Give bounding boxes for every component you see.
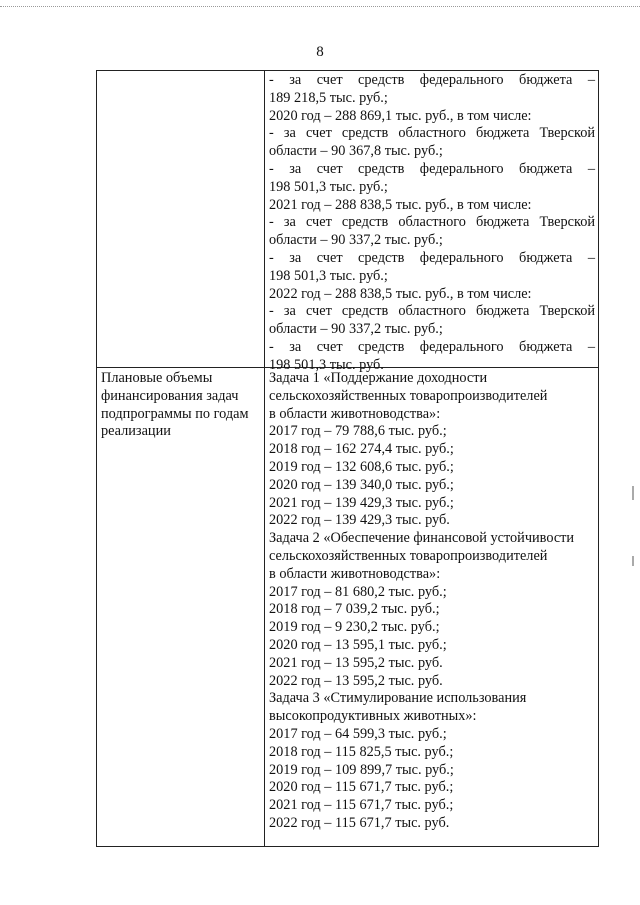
text-line: финансирования задач [101,387,239,404]
text-line: в области животноводства»: [269,565,441,582]
text-line: 2020 год – 288 869,1 тыс. руб., в том числе: [269,107,532,124]
text-line: сельскохозяйственных товаропроизводителей [269,547,548,564]
scan-edge-artifact [0,6,640,11]
text-line: 2017 год – 81 680,2 тыс. руб.; [269,583,447,600]
text-line: 2018 год – 7 039,2 тыс. руб.; [269,601,440,618]
text-line: - за счет средств областного бюджета Тверской [269,214,595,231]
scan-mark [632,556,634,566]
column-divider [264,70,265,847]
text-line: 2018 год – 162 274,4 тыс. руб.; [269,441,454,458]
federal-funding-cell [269,72,595,375]
text-line: 198 501,3 тыс. руб. [269,356,384,373]
text-line: 2017 год – 79 788,6 тыс. руб.; [269,423,447,440]
text-line: 2019 год – 132 608,6 тыс. руб.; [269,458,454,475]
page-number: 8 [316,44,324,60]
text-line: 198 501,3 тыс. руб.; [269,178,388,195]
text-line: 2022 год – 288 838,5 тыс. руб., в том числе: [269,285,532,302]
text-line: - за счет средств федерального бюджета – [269,338,595,355]
text-line: - за счет средств областного бюджета Тверской [269,303,595,320]
text-line: Задача 3 «Стимулирование использования [269,690,527,707]
scan-mark [632,486,634,500]
text-line: 2020 год – 115 671,7 тыс. руб.; [269,779,454,796]
text-line: 2022 год – 13 595,2 тыс. руб. [269,672,443,689]
text-line: - за счет средств областного бюджета Тверской [269,125,595,142]
text-line: области – 90 367,8 тыс. руб.; [269,143,443,160]
text-line: - за счет средств федерального бюджета – [269,249,595,266]
text-line: 2021 год – 13 595,2 тыс. руб. [269,654,443,671]
text-line: 2022 год – 139 429,3 тыс. руб. [269,512,450,529]
text-line: Задача 2 «Обеспечение финансовой устойчивости [269,530,575,547]
text-line: области – 90 337,2 тыс. руб.; [269,321,443,338]
text-line: 2019 год – 9 230,2 тыс. руб.; [269,619,440,636]
text-line: 2017 год – 64 599,3 тыс. руб.; [269,725,447,742]
row-label-cell [101,370,261,441]
text-line: сельскохозяйственных товаропроизводителей [269,387,548,404]
text-line: 2020 год – 13 595,1 тыс. руб.; [269,636,447,653]
text-line: в области животноводства»: [269,405,441,422]
financing-table [96,70,599,847]
text-line: Задача 1 «Поддержание доходности [269,370,488,386]
text-line: области – 90 337,2 тыс. руб.; [269,232,443,249]
text-line: - за счет средств федерального бюджета – [269,72,595,88]
text-line: 198 501,3 тыс. руб.; [269,267,388,284]
text-line: реализации [101,423,171,440]
text-line: 2022 год – 115 671,7 тыс. руб. [269,814,450,831]
text-line: подпрограммы по годам [101,405,249,422]
text-line: высокопродуктивных животных»: [269,708,477,725]
text-line: 189 218,5 тыс. руб.; [269,89,388,106]
text-line: 2020 год – 139 340,0 тыс. руб.; [269,476,454,493]
text-line: 2018 год – 115 825,5 тыс. руб.; [269,743,454,760]
task-funding-cell [269,370,595,833]
text-line: - за счет средств федерального бюджета – [269,160,595,177]
text-line: 2021 год – 288 838,5 тыс. руб., в том числе: [269,196,532,213]
text-line: 2021 год – 115 671,7 тыс. руб.; [269,797,454,814]
text-line: 2019 год – 109 899,7 тыс. руб.; [269,761,454,778]
text-line: 2021 год – 139 429,3 тыс. руб.; [269,494,454,511]
text-line: Плановые объемы [101,370,213,386]
